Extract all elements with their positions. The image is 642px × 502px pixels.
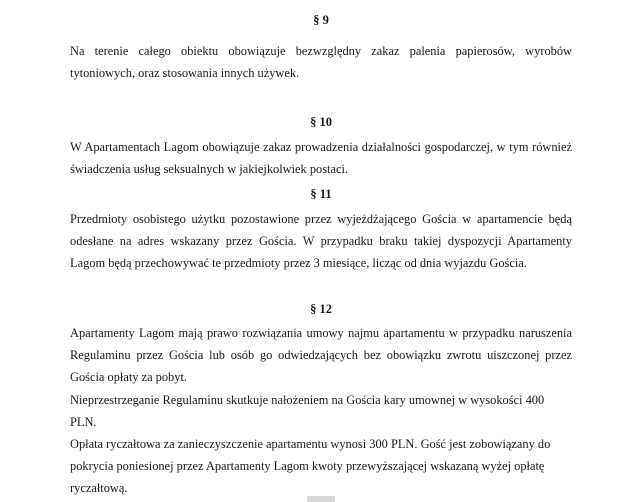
- section-12-paragraph-2: Nieprzestrzeganie Regulaminu skutkuje nałożeniem na Gościa kary umownej w wysokości 400 PLN.: [70, 393, 545, 429]
- section-11-paragraph-1: Przedmioty osobistego użytku pozostawione przez wyjeżdżającego Gościa w apartamencie będą odesłane na adres wskazany przez Gościa. W przypadku braku takiej dyspozycji Apartamenty Lagom będą przechowywać te przedmioty przez 3 miesiące, licząc od dnia wyjazdu Gościa.: [70, 212, 572, 270]
- section-9-heading: § 9: [313, 13, 329, 27]
- section-10-heading: § 10: [310, 115, 332, 129]
- section-12-paragraph-1: Apartamenty Lagom mają prawo rozwiązania umowy najmu apartamentu w przypadku naruszenia Regulaminu przez Gościa lub osób go odwiedzających bez obowiązku zwrotu uiszczonej przez Gościa opłaty za pobyt.: [70, 326, 572, 384]
- section-10-paragraph-1: W Apartamentach Lagom obowiązuje zakaz prowadzenia działalności gospodarczej, w tym również świadczenia usług seksualnych w jakiejkolwiek postaci.: [70, 140, 572, 176]
- next-page-fragment: [307, 496, 335, 502]
- section-9-paragraph-1: Na terenie całego obiektu obowiązuje bezwzględny zakaz palenia papierosów, wyrobów tytoniowych, oraz stosowania innych używek.: [70, 44, 572, 80]
- section-12-heading: § 12: [310, 302, 332, 316]
- section-12-paragraph-3: Opłata ryczałtowa za zanieczyszczenie apartamentu wynosi 300 PLN. Gość jest zobowiązany do pokrycia poniesionej przez Apartamenty Lagom kwoty przewyższającej wskazaną wyżej opłatę ryczałtową.: [70, 437, 551, 495]
- section-11-heading: § 11: [310, 187, 332, 201]
